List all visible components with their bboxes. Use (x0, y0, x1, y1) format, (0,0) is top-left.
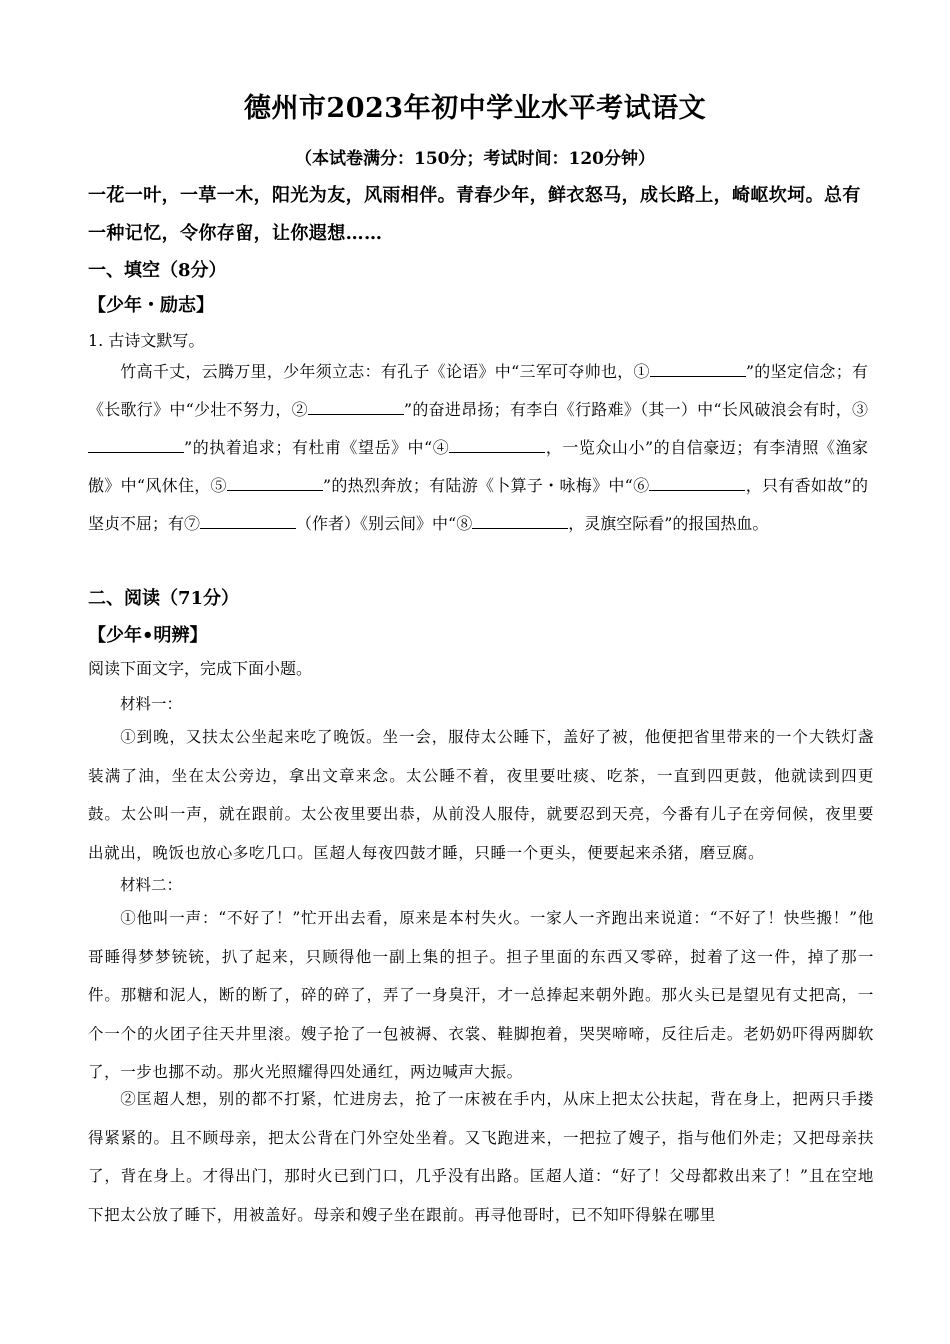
section1-tag: 【少年・励志】 (88, 295, 214, 316)
section1-heading: 一、填空（8分） (88, 260, 227, 281)
material-2-paragraph-1 (88, 899, 874, 1092)
question-1: 1. 古诗文默写。 (88, 331, 205, 350)
answer-blank-7[interactable] (200, 514, 296, 529)
section2-tag: 【少年•明辨】 (88, 625, 208, 646)
poem-part: ，灵旗空际看”的报国热血。 (568, 514, 769, 533)
material-2-label: 材料二： (120, 876, 183, 894)
answer-blank-2[interactable] (308, 400, 404, 415)
material-2-paragraph-2 (88, 1080, 874, 1234)
poem-part: ”的热烈奔放；有陆游《卜算子・咏梅》中“⑥ (322, 476, 650, 495)
answer-blank-1[interactable] (650, 362, 746, 377)
answer-blank-5[interactable] (227, 476, 323, 491)
exam-title: 德州市2023年初中学业水平考试语文 (243, 93, 707, 124)
poem-part: 竹高千丈，云腾万里，少年须立志：有孔子《论语》中“三军可夺帅也，① (120, 362, 650, 381)
poem-dictation (88, 353, 868, 543)
poem-part: ”的奋进昂扬；有李白《行路难》（其一）中“长风破浪会有时，③ (403, 400, 868, 419)
section2-heading: 二、阅读（71分） (88, 588, 240, 609)
poem-part: ”的坚定信念；有《长歌行》中“少壮不努力，② (88, 362, 868, 419)
answer-blank-6[interactable] (649, 476, 745, 491)
material-1-label: 材料一： (120, 695, 183, 713)
poem-part: ，一览众山小”的自信豪迈；有李清照《渔家傲》中“风休住，⑤ (88, 438, 868, 495)
paragraph-text: ①他叫一声：“不好了！”忙开出去看，原来是本村失火。一家人一齐跑出来说道：“不好了！快些搬！”他哥睡得梦梦铳铳，扒了起来，只顾得他一副上集的担子。担子里面的东西又零碎，挝着了这一件，掉了那一件。那糖和泥人，断的断了，碎的碎了，弄了一身臭汗，才一总捧起来朝外跑。那火头已是望见有丈把高，一个一个的火团子往天井里滚。嫂子抢了一包被褥、衣裳、鞋脚抱着，哭哭啼啼，反往后走。老奶奶吓得两脚软了，一步也挪不动。那火光照耀得四处通红，两边喊声大振。 (88, 909, 874, 1081)
intro-text: 一花一叶，一草一木，阳光为友，风雨相伴。青春少年，鲜衣怒马，成长路上，崎岖坎坷。总有一种记忆，令你存留，让你遐想…… (88, 185, 861, 244)
poem-part: ，只有香如故”的坚贞不屈；有⑦ (88, 476, 868, 533)
answer-blank-8[interactable] (472, 514, 568, 529)
poem-part: （作者）《别云间》中“⑧ (296, 514, 473, 533)
exam-subtitle: （本试卷满分：150分；考试时间：120分钟） (295, 149, 655, 169)
paragraph-text: ①到晚，又扶太公坐起来吃了晚饭。坐一会，服侍太公睡下，盖好了被，他便把省里带来的一个大铁灯盏装满了油，坐在太公旁边，拿出文章来念。太公睡不着，夜里要吐痰、吃茶，一直到四更鼓，他就读到四更鼓。太公叫一声，就在跟前。太公夜里要出恭，从前没人服侍，就要忍到天亮，今番有儿子在旁伺候，夜里要出就出，晚饭也放心多吃几口。匡超人每夜四鼓才睡，只睡一个更头，便要起来杀猪，磨豆腐。 (88, 728, 874, 862)
material-1-paragraph-1 (88, 718, 874, 872)
answer-blank-3[interactable] (88, 438, 184, 453)
poem-part: ”的执着追求；有杜甫《望岳》中“④ (184, 438, 450, 457)
paragraph-text: ②匡超人想，别的都不打紧，忙进房去，抢了一床被在手内，从床上把太公扶起，背在身上，把两只手搂得紧紧的。且不顾母亲，把太公背在门外空处坐着。又飞跑进来，一把拉了嫂子，指与他们外走；又把母亲扶了，背在身上。才得出门，那时火已到门口，几乎没有出路。匡超人道：“好了！父母都救出来了！”且在空地下把太公放了睡下，用被盖好。母亲和嫂子坐在跟前。再寻他哥时，已不知吓得躲在哪里 (88, 1090, 874, 1224)
reading-instruction: 阅读下面文字，完成下面小题。 (88, 659, 313, 678)
answer-blank-4[interactable] (449, 438, 545, 453)
